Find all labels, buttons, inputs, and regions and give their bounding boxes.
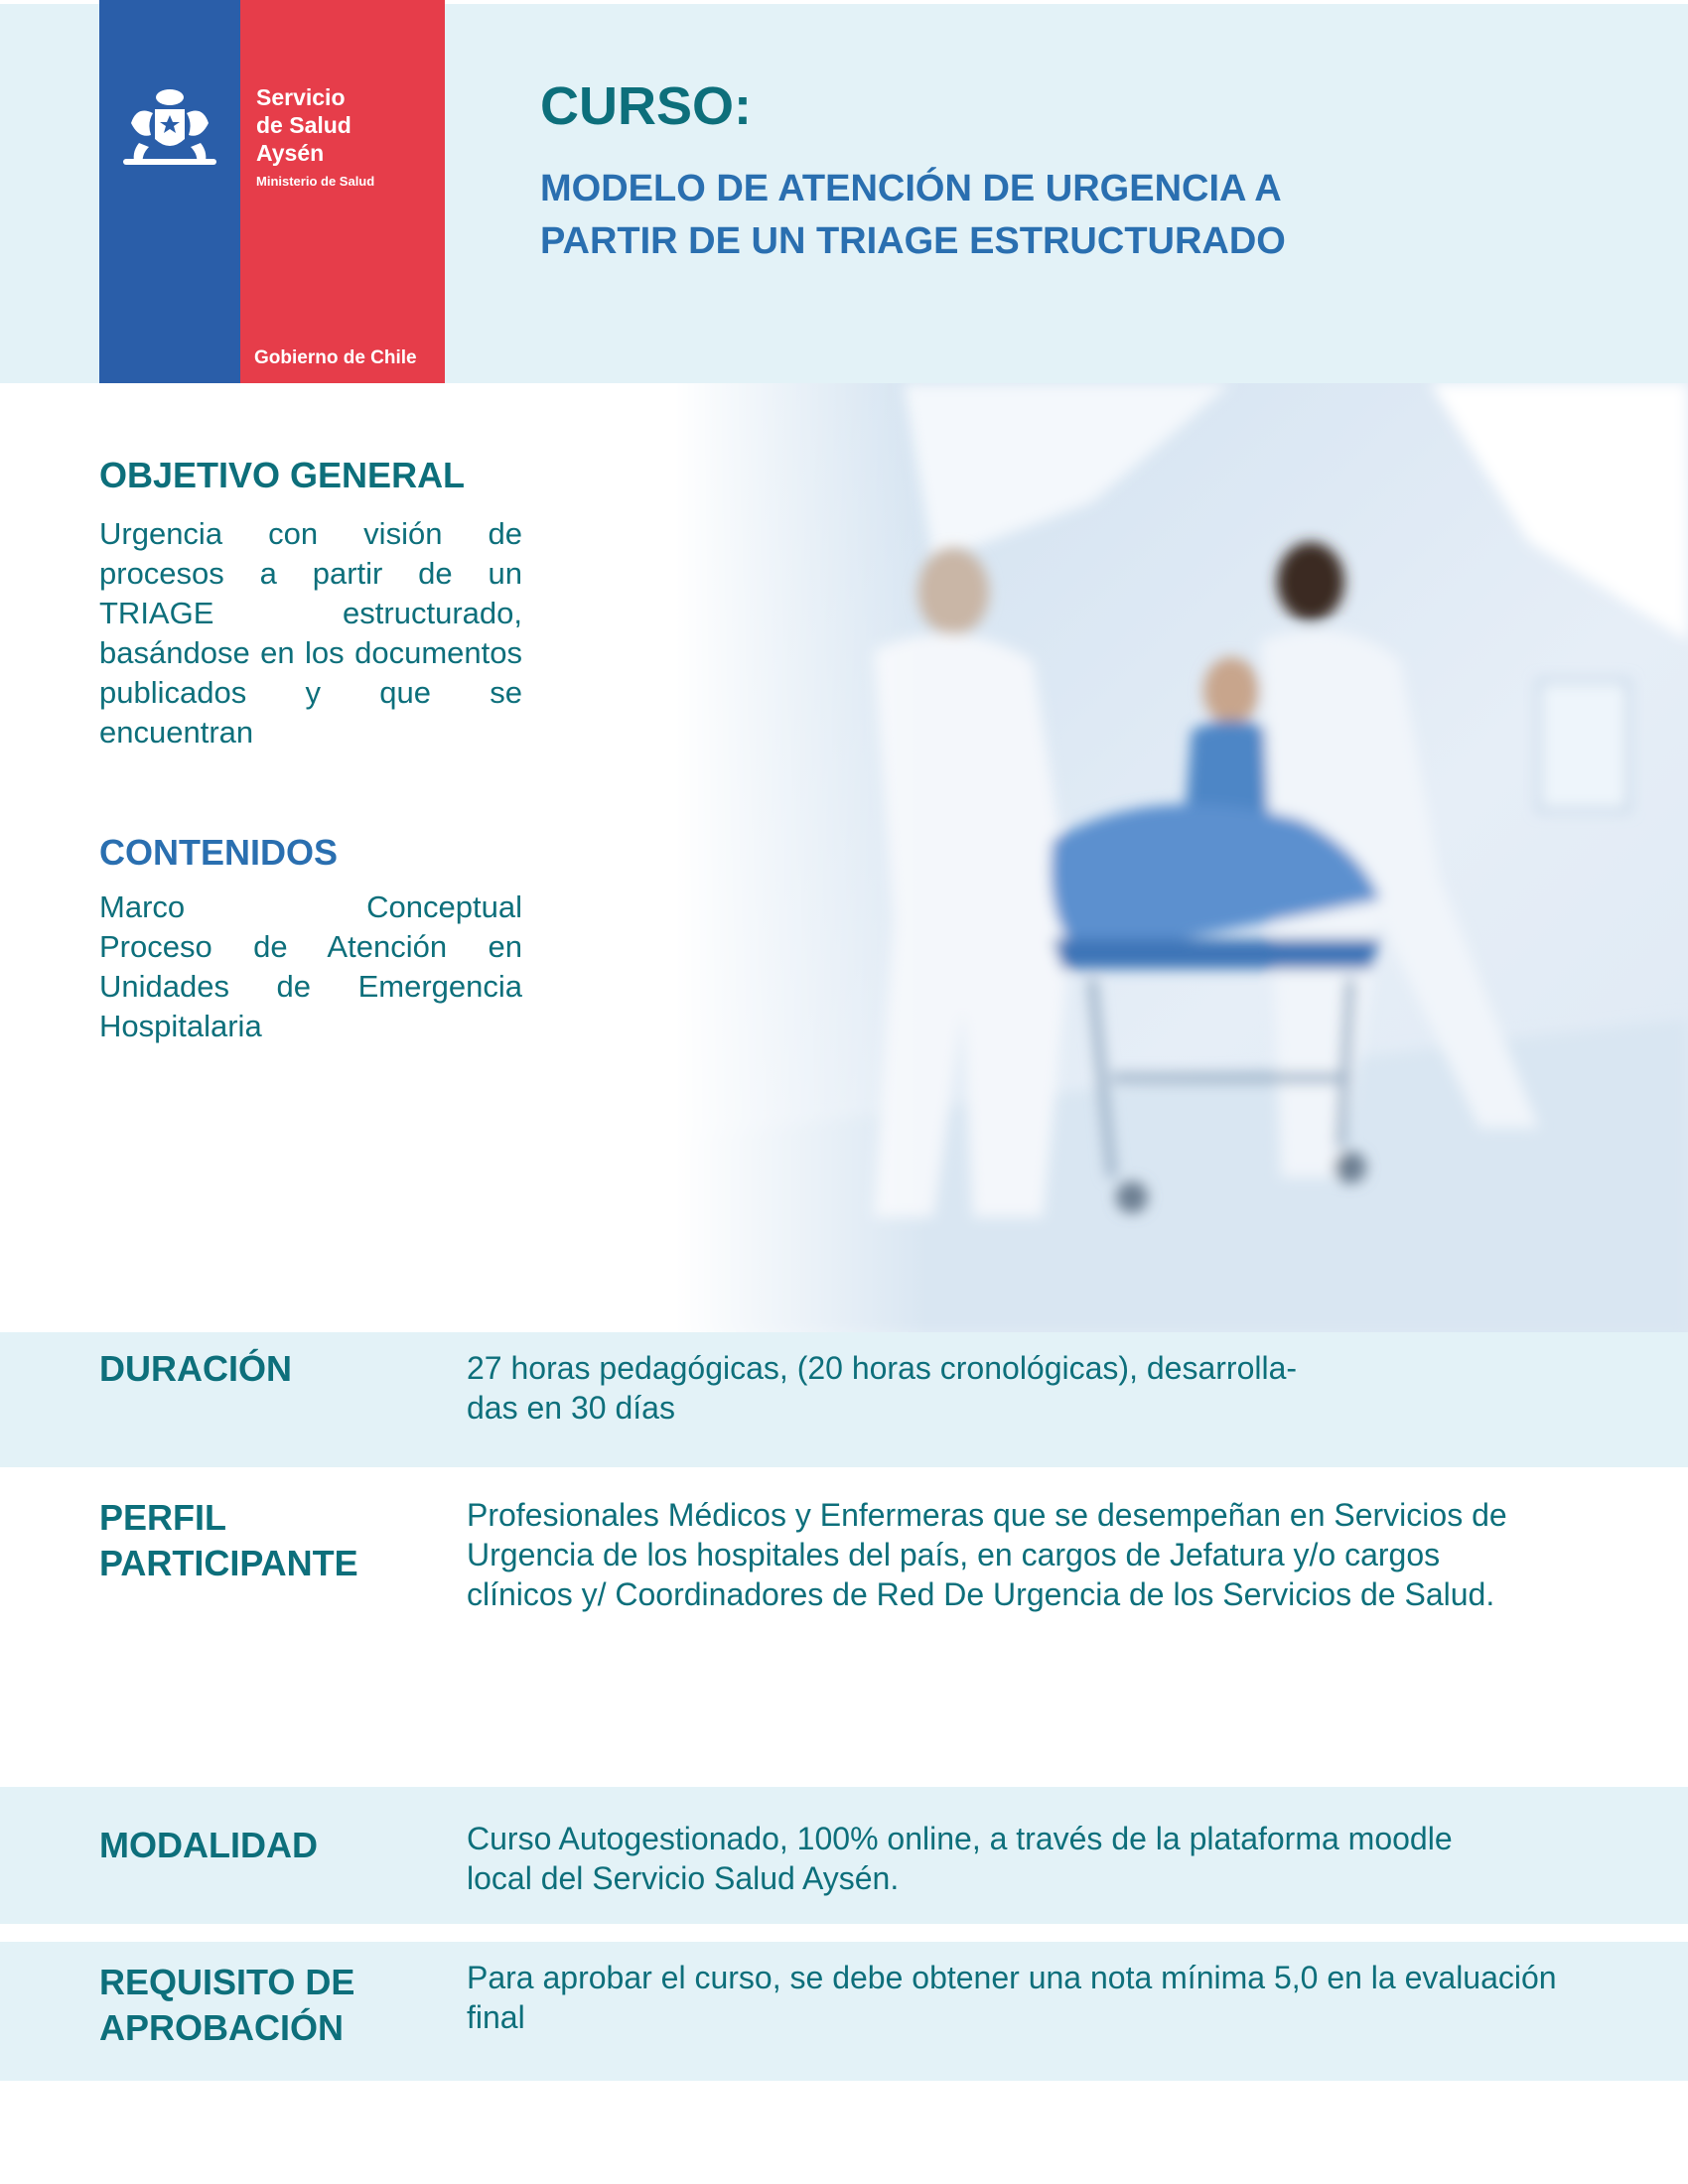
requirement-heading-line-1: REQUISITO DE bbox=[99, 1962, 355, 2002]
coat-of-arms-icon bbox=[111, 83, 228, 173]
course-name bbox=[540, 163, 1632, 268]
page-title: CURSO: bbox=[540, 76, 752, 136]
logo-line-aysen: Aysén bbox=[256, 140, 325, 166]
contents-item-2: Proceso de Atención en Unidades de Emergencia Hospitalaria bbox=[99, 929, 522, 1043]
duration-text-line-1: 27 horas pedagógicas, (20 horas cronológicas), desarrolla- bbox=[467, 1350, 1298, 1386]
contents-list bbox=[99, 887, 522, 1046]
course-name-line-2: PARTIR DE UN TRIAGE ESTRUCTURADO bbox=[540, 220, 1286, 262]
duration-text-line-2: das en 30 días bbox=[467, 1390, 675, 1426]
profile-heading-line-2: PARTICIPANTE bbox=[99, 1543, 358, 1583]
hospital-photo bbox=[675, 383, 1688, 1334]
duration-heading: DURACIÓN bbox=[99, 1348, 292, 1389]
logo-government: Gobierno de Chile bbox=[254, 347, 417, 368]
contents-item-1: Marco Conceptual bbox=[99, 889, 522, 924]
requirement-text: Para aprobar el curso, se debe obtener una nota mínima 5,0 en la evaluación final bbox=[467, 1960, 1557, 2035]
modality-heading: MODALIDAD bbox=[99, 1825, 318, 1865]
course-name-line-1: MODELO DE ATENCIÓN DE URGENCIA A bbox=[540, 168, 1282, 209]
contents-heading: CONTENIDOS bbox=[99, 832, 339, 873]
logo-blue-panel bbox=[99, 0, 240, 383]
duration-text bbox=[467, 1348, 1579, 1428]
objective-heading: OBJETIVO GENERAL bbox=[99, 455, 466, 495]
modality-text: Curso Autogestionado, 100% online, a través de la plataforma moodle local del Servicio Salud Aysén. bbox=[467, 1821, 1453, 1896]
requirement-heading-line-2: APROBACIÓN bbox=[99, 2007, 345, 2048]
objective-text: Urgencia con visión de procesos a partir de un TRIAGE estructurado, basándose en los documentos publicados y que se encuentran bbox=[99, 516, 522, 750]
requirement-heading bbox=[99, 1960, 354, 2051]
profile-heading bbox=[99, 1495, 358, 1586]
profile-text: Profesionales Médicos y Enfermeras que se desempeñan en Servicios de Urgencia de los hospitales del país, en cargos de Jefatura y/o cargos clínicos y/ Coordinadores de Red De Urgencia de los Servicios de Salud. bbox=[467, 1497, 1507, 1612]
profile-heading-line-1: PERFIL bbox=[99, 1497, 227, 1538]
logo-line-servicio: Servicio bbox=[256, 84, 346, 110]
logo-red-panel bbox=[240, 0, 445, 383]
logo-ministry: Ministerio de Salud bbox=[256, 174, 375, 189]
logo-line-de-salud: de Salud bbox=[256, 112, 352, 138]
